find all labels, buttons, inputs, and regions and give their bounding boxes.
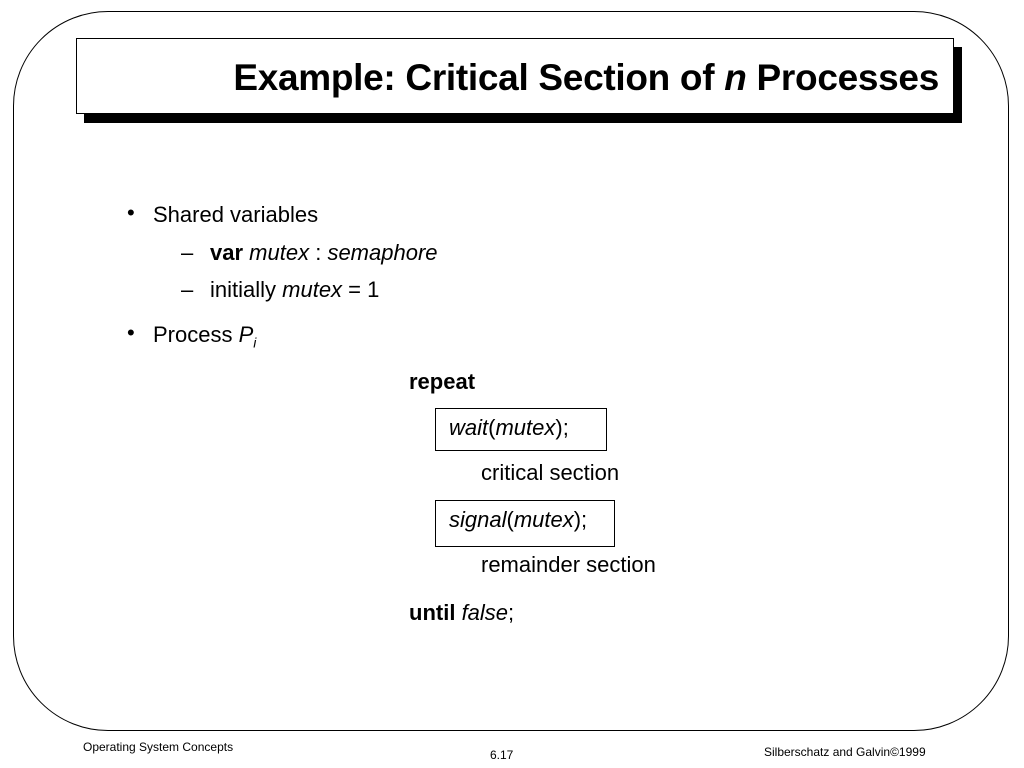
wait-open: (: [488, 415, 496, 440]
footer-page-number: 6.17: [490, 748, 514, 762]
code-remainder-section: remainder section: [481, 552, 656, 577]
title-box: [76, 38, 954, 114]
var-type: semaphore: [327, 240, 438, 265]
process-var: P: [238, 322, 254, 347]
bullet-1-marker: •: [127, 200, 135, 225]
copyright-icon: ©: [890, 745, 899, 759]
bullet-process: [153, 322, 256, 350]
wait-fn: wait: [449, 415, 489, 440]
bullet-shared-variables: Shared variables: [153, 202, 319, 227]
wait-arg: mutex: [495, 415, 556, 440]
keyword-var: var: [210, 240, 244, 265]
footer-right: [764, 745, 926, 759]
title-var: n: [724, 57, 747, 98]
signal-arg: mutex: [513, 507, 574, 532]
bullet-2-marker: •: [127, 320, 135, 345]
subitem-1-dash: –: [181, 240, 194, 265]
var-sep: :: [309, 240, 328, 265]
process-subscript: i: [253, 334, 257, 351]
var-name: mutex: [249, 240, 310, 265]
code-wait: [449, 415, 569, 441]
until-end: ;: [508, 600, 515, 625]
footer-authors: Silberschatz and Galvin: [764, 745, 891, 759]
subitem-initially: [210, 277, 379, 303]
code-critical-section: critical section: [481, 460, 620, 485]
subitem-var-mutex: [210, 240, 438, 266]
initially-prefix: initially: [210, 277, 283, 302]
code-repeat: repeat: [409, 369, 476, 394]
signal-fn: signal: [449, 507, 507, 532]
subitem-2-dash: –: [181, 277, 194, 302]
signal-close: );: [573, 507, 588, 532]
until-keyword: until: [409, 600, 456, 625]
code-until: [409, 600, 514, 626]
initially-name: mutex: [282, 277, 343, 302]
slide-title: [233, 57, 939, 99]
title-suffix: Processes: [746, 57, 939, 98]
signal-open: (: [506, 507, 514, 532]
initially-suffix: = 1: [342, 277, 380, 302]
footer-left: Operating System Concepts: [83, 740, 234, 754]
title-prefix: Example: Critical Section of: [233, 57, 725, 98]
footer-year: 1999: [898, 745, 926, 759]
wait-close: );: [555, 415, 569, 440]
code-signal: [449, 507, 587, 533]
until-arg: false: [461, 600, 509, 625]
process-label: Process: [153, 322, 239, 347]
